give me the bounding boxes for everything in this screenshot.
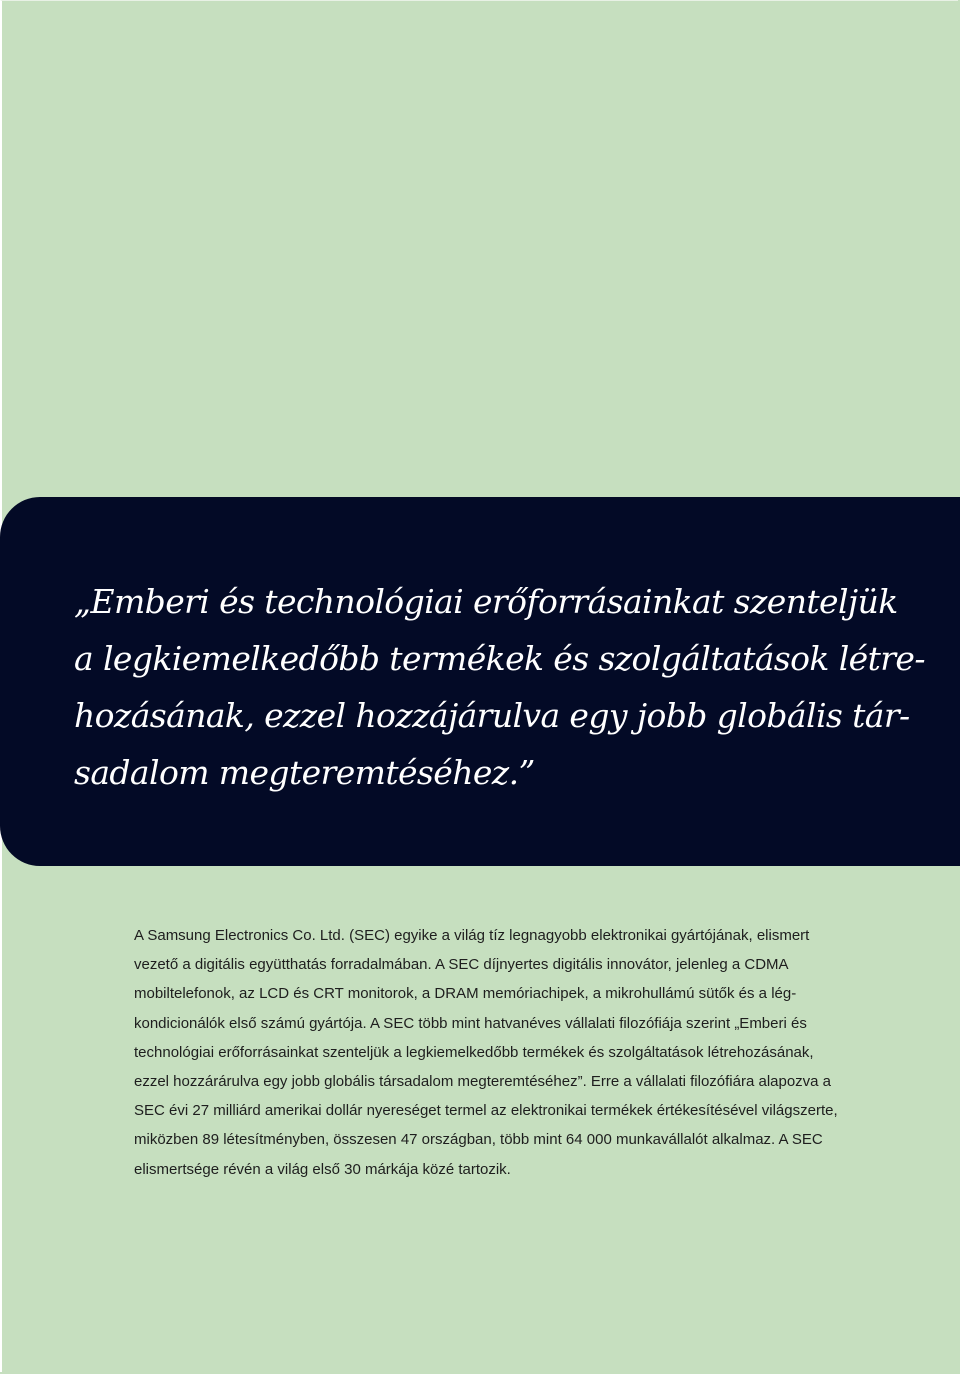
mission-quote <box>74 573 934 801</box>
body-line: elismertsége révén a világ első 30 márkája közé tartozik. <box>134 1160 511 1178</box>
body-line: A Samsung Electronics Co. Ltd. (SEC) egyike a világ tíz legnagyobb elektronikai gyártójának, elismert <box>134 927 810 944</box>
company-description <box>134 921 924 1184</box>
quote-line: „Emberi és technológiai erőforrásainkat szenteljük <box>74 582 898 621</box>
quote-line: a legkiemelkedőbb termékek és szolgáltatások létre- <box>74 639 925 678</box>
body-line: miközben 89 létesítményben, összesen 47 országban, több mint 64 000 munkavállalót alkalmaz. A SEC <box>134 1131 823 1149</box>
body-line: kondicionálók első számú gyártója. A SEC több mint hatvanéves vállalati filozófiája szerint „Emberi és <box>134 1014 807 1032</box>
body-line: vezető a digitális együtthatás forradalmában. A SEC díjnyertes digitális innovátor, jelenleg a CDMA <box>134 956 789 974</box>
body-line: SEC évi 27 milliárd amerikai dollár nyereséget termel az elektronikai termékek értékesítésével világszerte, <box>134 1102 838 1120</box>
body-line: ezzel hozzárárulva egy jobb globális társadalom megteremtéséhez”. Erre a vállalati filozófiára alapozva a <box>134 1073 832 1091</box>
quote-line: sadalom megteremtéséhez.” <box>74 753 535 792</box>
body-line: mobiltelefonok, az LCD és CRT monitorok, a DRAM memóriachipek, a mikrohullámú sütők és a lég- <box>134 985 797 1003</box>
body-line: technológiai erőforrásainkat szenteljük a legkiemelkedőbb termékek és szolgáltatások létrehozásának, <box>134 1043 814 1061</box>
quote-line: hozásának, ezzel hozzájárulva egy jobb globális tár- <box>74 696 910 735</box>
